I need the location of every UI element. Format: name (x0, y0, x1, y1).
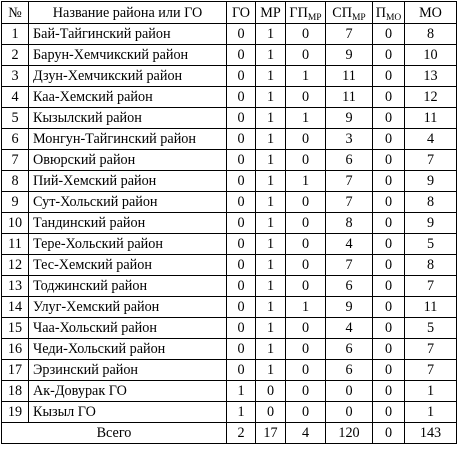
cell-num: 13 (2, 276, 29, 297)
total-sp: 120 (326, 423, 373, 444)
header-sp (326, 2, 373, 24)
table-row (2, 276, 457, 297)
cell-p: 0 (373, 276, 405, 297)
cell-mr: 1 (256, 276, 286, 297)
table-row (2, 171, 457, 192)
cell-num: 5 (2, 108, 29, 129)
cell-p: 0 (373, 213, 405, 234)
table-row (2, 339, 457, 360)
header-go: ГО (227, 2, 256, 24)
cell-name: Монгун-Тайгинский район (29, 129, 227, 150)
cell-sp: 6 (326, 339, 373, 360)
table-row (2, 318, 457, 339)
cell-gp: 1 (286, 66, 326, 87)
cell-go: 0 (227, 276, 256, 297)
cell-mo: 8 (405, 24, 457, 45)
cell-p: 0 (373, 234, 405, 255)
cell-gp: 0 (286, 150, 326, 171)
table-row (2, 402, 457, 423)
cell-go: 1 (227, 402, 256, 423)
total-p: 0 (373, 423, 405, 444)
cell-go: 0 (227, 108, 256, 129)
cell-mo: 9 (405, 171, 457, 192)
cell-mr: 1 (256, 255, 286, 276)
header-gp (286, 2, 326, 24)
header-gp-main: ГП (289, 4, 308, 21)
cell-mr: 1 (256, 24, 286, 45)
table-row (2, 66, 457, 87)
cell-gp: 0 (286, 255, 326, 276)
cell-gp: 0 (286, 318, 326, 339)
cell-sp: 7 (326, 24, 373, 45)
cell-mo: 13 (405, 66, 457, 87)
cell-name: Барун-Хемчикский район (29, 45, 227, 66)
cell-sp: 7 (326, 255, 373, 276)
cell-mo: 7 (405, 339, 457, 360)
cell-mr: 0 (256, 402, 286, 423)
cell-gp: 0 (286, 234, 326, 255)
cell-num: 8 (2, 171, 29, 192)
cell-mo: 4 (405, 129, 457, 150)
table-row (2, 297, 457, 318)
cell-mo: 10 (405, 45, 457, 66)
cell-mr: 0 (256, 381, 286, 402)
cell-go: 0 (227, 24, 256, 45)
cell-name: Каа-Хемский район (29, 87, 227, 108)
cell-gp: 1 (286, 297, 326, 318)
cell-num: 10 (2, 213, 29, 234)
cell-gp: 1 (286, 108, 326, 129)
cell-p: 0 (373, 87, 405, 108)
cell-gp: 0 (286, 24, 326, 45)
cell-mr: 1 (256, 108, 286, 129)
cell-name: Чеди-Хольский район (29, 339, 227, 360)
cell-p: 0 (373, 402, 405, 423)
cell-go: 0 (227, 255, 256, 276)
header-sp-sub: МР (351, 12, 366, 23)
header-mo: МО (405, 2, 457, 24)
cell-go: 1 (227, 381, 256, 402)
cell-p: 0 (373, 360, 405, 381)
cell-p: 0 (373, 24, 405, 45)
cell-name: Эрзинский район (29, 360, 227, 381)
cell-sp: 4 (326, 234, 373, 255)
cell-name: Кызыл ГО (29, 402, 227, 423)
table-row (2, 150, 457, 171)
cell-go: 0 (227, 318, 256, 339)
cell-gp: 0 (286, 192, 326, 213)
cell-sp: 9 (326, 108, 373, 129)
table-row (2, 360, 457, 381)
cell-go: 0 (227, 297, 256, 318)
cell-name: Тере-Хольский район (29, 234, 227, 255)
cell-mr: 1 (256, 234, 286, 255)
cell-num: 6 (2, 129, 29, 150)
cell-p: 0 (373, 108, 405, 129)
cell-name: Улуг-Хемский район (29, 297, 227, 318)
header-gp-sub: МР (307, 12, 322, 23)
municipalities-table-container (1, 1, 457, 444)
cell-num: 12 (2, 255, 29, 276)
header-mr: МР (256, 2, 286, 24)
total-gp: 4 (286, 423, 326, 444)
cell-sp: 4 (326, 318, 373, 339)
table-row (2, 381, 457, 402)
cell-num: 2 (2, 45, 29, 66)
table-row (2, 234, 457, 255)
cell-num: 4 (2, 87, 29, 108)
cell-mo: 1 (405, 381, 457, 402)
cell-sp: 11 (326, 66, 373, 87)
cell-go: 0 (227, 360, 256, 381)
cell-gp: 0 (286, 402, 326, 423)
cell-go: 0 (227, 45, 256, 66)
cell-mr: 1 (256, 360, 286, 381)
cell-go: 0 (227, 234, 256, 255)
cell-mo: 11 (405, 108, 457, 129)
cell-go: 0 (227, 87, 256, 108)
cell-mo: 1 (405, 402, 457, 423)
cell-sp: 6 (326, 360, 373, 381)
cell-sp: 7 (326, 192, 373, 213)
cell-mo: 7 (405, 276, 457, 297)
cell-mr: 1 (256, 339, 286, 360)
cell-gp: 0 (286, 45, 326, 66)
header-name: Название района или ГО (29, 2, 227, 24)
cell-mo: 8 (405, 192, 457, 213)
cell-p: 0 (373, 318, 405, 339)
table-row (2, 192, 457, 213)
cell-gp: 0 (286, 339, 326, 360)
table-row (2, 255, 457, 276)
cell-name: Тоджинский район (29, 276, 227, 297)
cell-name: Кызылский район (29, 108, 227, 129)
header-num: № (2, 2, 29, 24)
cell-num: 17 (2, 360, 29, 381)
table-row (2, 87, 457, 108)
cell-go: 0 (227, 339, 256, 360)
cell-num: 15 (2, 318, 29, 339)
cell-name: Дзун-Хемчикский район (29, 66, 227, 87)
header-p-main: П (375, 4, 386, 21)
cell-mo: 7 (405, 150, 457, 171)
cell-name: Тандинский район (29, 213, 227, 234)
cell-sp: 7 (326, 171, 373, 192)
table-row (2, 129, 457, 150)
cell-gp: 0 (286, 381, 326, 402)
cell-num: 19 (2, 402, 29, 423)
cell-sp: 9 (326, 297, 373, 318)
cell-gp: 0 (286, 213, 326, 234)
cell-p: 0 (373, 150, 405, 171)
cell-p: 0 (373, 381, 405, 402)
cell-sp: 6 (326, 150, 373, 171)
cell-sp: 9 (326, 45, 373, 66)
cell-p: 0 (373, 171, 405, 192)
cell-mr: 1 (256, 192, 286, 213)
cell-mr: 1 (256, 213, 286, 234)
cell-mr: 1 (256, 150, 286, 171)
cell-mr: 1 (256, 129, 286, 150)
cell-mr: 1 (256, 318, 286, 339)
cell-gp: 0 (286, 360, 326, 381)
cell-name: Сут-Хольский район (29, 192, 227, 213)
cell-go: 0 (227, 66, 256, 87)
cell-p: 0 (373, 192, 405, 213)
cell-mo: 8 (405, 255, 457, 276)
cell-mr: 1 (256, 87, 286, 108)
cell-mo: 5 (405, 318, 457, 339)
cell-p: 0 (373, 255, 405, 276)
cell-name: Тес-Хемский район (29, 255, 227, 276)
cell-sp: 8 (326, 213, 373, 234)
header-p-sub: МО (385, 12, 402, 23)
cell-p: 0 (373, 45, 405, 66)
cell-sp: 6 (326, 276, 373, 297)
cell-mr: 1 (256, 45, 286, 66)
cell-name: Ак-Довурак ГО (29, 381, 227, 402)
cell-num: 3 (2, 66, 29, 87)
cell-sp: 0 (326, 381, 373, 402)
cell-go: 0 (227, 192, 256, 213)
table-body (2, 24, 457, 423)
cell-mo: 12 (405, 87, 457, 108)
total-label: Всего (2, 423, 227, 444)
cell-name: Овюрский район (29, 150, 227, 171)
cell-gp: 0 (286, 276, 326, 297)
cell-mr: 1 (256, 297, 286, 318)
table-row (2, 45, 457, 66)
cell-mo: 7 (405, 360, 457, 381)
cell-name: Бай-Тайгинский район (29, 24, 227, 45)
municipalities-table (1, 1, 457, 444)
cell-num: 14 (2, 297, 29, 318)
cell-p: 0 (373, 129, 405, 150)
cell-name: Чаа-Хольский район (29, 318, 227, 339)
cell-num: 1 (2, 24, 29, 45)
cell-num: 11 (2, 234, 29, 255)
cell-sp: 0 (326, 402, 373, 423)
cell-num: 18 (2, 381, 29, 402)
cell-go: 0 (227, 213, 256, 234)
cell-gp: 0 (286, 129, 326, 150)
cell-num: 16 (2, 339, 29, 360)
cell-name: Пий-Хемский район (29, 171, 227, 192)
cell-mo: 5 (405, 234, 457, 255)
cell-p: 0 (373, 66, 405, 87)
cell-mr: 1 (256, 66, 286, 87)
cell-num: 9 (2, 192, 29, 213)
cell-gp: 1 (286, 171, 326, 192)
cell-go: 0 (227, 129, 256, 150)
cell-mr: 1 (256, 171, 286, 192)
cell-num: 7 (2, 150, 29, 171)
table-total-row (2, 423, 457, 444)
cell-sp: 11 (326, 87, 373, 108)
cell-sp: 3 (326, 129, 373, 150)
cell-p: 0 (373, 297, 405, 318)
table-header-row (2, 2, 457, 24)
table-row (2, 108, 457, 129)
header-p (373, 2, 405, 24)
total-go: 2 (227, 423, 256, 444)
table-row (2, 213, 457, 234)
table-row (2, 24, 457, 45)
cell-go: 0 (227, 171, 256, 192)
cell-mo: 11 (405, 297, 457, 318)
cell-mo: 9 (405, 213, 457, 234)
cell-gp: 0 (286, 87, 326, 108)
total-mr: 17 (256, 423, 286, 444)
cell-go: 0 (227, 150, 256, 171)
header-sp-main: СП (332, 4, 352, 21)
total-mo: 143 (405, 423, 457, 444)
cell-p: 0 (373, 339, 405, 360)
